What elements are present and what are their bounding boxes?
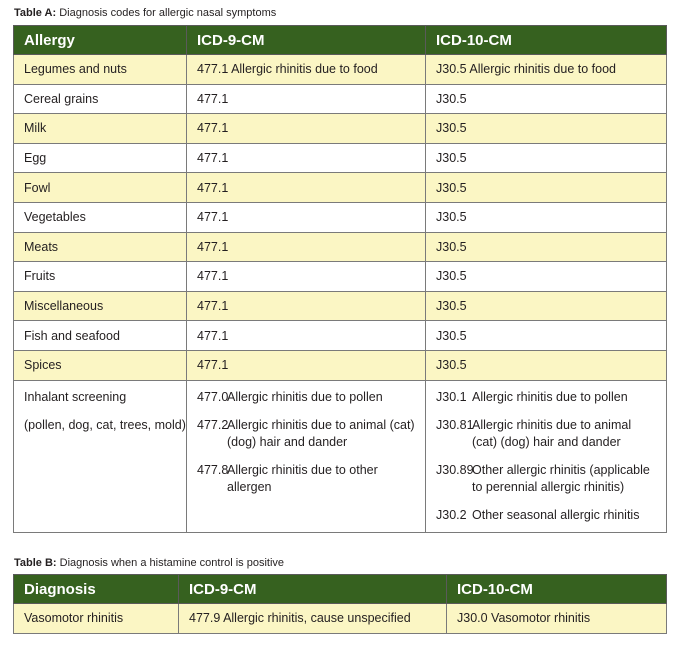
icd9-cell: 477.1 (187, 202, 426, 232)
column-header-diagnosis: Diagnosis (14, 575, 179, 604)
icd9-cell: 477.1 (187, 173, 426, 203)
icd9-cell: 477.1 (187, 350, 426, 380)
icd10-cell: J30.5 (426, 143, 667, 173)
code: 477.8 (197, 462, 229, 477)
icd9-cell: 477.1 (187, 143, 426, 173)
icd10-cell: J30.5 (426, 114, 667, 144)
allergy-cell: Miscellaneous (14, 291, 187, 321)
icd10-cell: J30.5 (426, 350, 667, 380)
code: J30.81 (436, 417, 474, 432)
icd9-cell: 477.9 Allergic rhinitis, cause unspecified (179, 604, 447, 634)
column-header-icd9: ICD-9-CM (179, 575, 447, 604)
table-row (14, 604, 667, 634)
icd9-cell (187, 380, 426, 532)
code-description: Other seasonal allergic rhinitis (472, 507, 640, 522)
icd9-cell: 477.1 (187, 232, 426, 262)
code-description: Allergic rhinitis due to pollen (472, 389, 628, 404)
icd10-cell: J30.5 (426, 291, 667, 321)
table-b-caption-label: Table B: (14, 557, 57, 569)
column-header-icd10: ICD-10-CM (426, 26, 667, 55)
code-entry (436, 507, 666, 524)
table-row (14, 143, 667, 173)
code-description: Other allergic rhinitis (applicable to perennial allergic rhinitis) (472, 462, 650, 494)
code: J30.89 (436, 462, 474, 477)
icd10-cell: J30.5 (426, 232, 667, 262)
allergy-cell: Cereal grains (14, 84, 187, 114)
icd9-cell: 477.1 (187, 114, 426, 144)
allergy-cell: Fruits (14, 262, 187, 292)
allergy-cell: Vegetables (14, 202, 187, 232)
table-row (14, 291, 667, 321)
icd10-cell: J30.5 (426, 173, 667, 203)
icd10-cell: J30.5 Allergic rhinitis due to food (426, 55, 667, 85)
table-a (13, 25, 667, 533)
icd10-cell: J30.5 (426, 84, 667, 114)
code-entry (436, 389, 666, 406)
code-entry (197, 389, 425, 406)
allergy-cell: Legumes and nuts (14, 55, 187, 85)
code-entry (436, 462, 666, 496)
table-b-caption (14, 556, 284, 570)
icd10-cell (426, 380, 667, 532)
code-description: Allergic rhinitis due to animal (cat) (dog) hair and dander (227, 417, 415, 449)
code-entry (197, 462, 425, 496)
table-a-caption (14, 6, 276, 20)
code: 477.0 (197, 389, 229, 404)
icd10-cell: J30.5 (426, 321, 667, 351)
table-row (14, 321, 667, 351)
allergy-cell: Egg (14, 143, 187, 173)
code: 477.2 (197, 417, 229, 432)
table-b-header-row (14, 575, 667, 604)
icd10-cell: J30.5 (426, 202, 667, 232)
table-row (14, 173, 667, 203)
table-row (14, 232, 667, 262)
icd10-cell: J30.0 Vasomotor rhinitis (447, 604, 667, 634)
table-row (14, 202, 667, 232)
diagnosis-cell: Vasomotor rhinitis (14, 604, 179, 634)
column-header-allergy: Allergy (14, 26, 187, 55)
table-a-header-row (14, 26, 667, 55)
allergy-cell: Milk (14, 114, 187, 144)
allergy-cell (14, 380, 187, 532)
icd9-cell: 477.1 Allergic rhinitis due to food (187, 55, 426, 85)
table-b (13, 574, 667, 634)
icd9-cell: 477.1 (187, 262, 426, 292)
table-row (14, 84, 667, 114)
allergy-cell: Fowl (14, 173, 187, 203)
table-row (14, 350, 667, 380)
code-description: Allergic rhinitis due to animal (cat) (dog) hair and dander (472, 417, 632, 449)
code-entry (197, 417, 425, 451)
code-entry (436, 417, 666, 451)
code: J30.1 (436, 389, 467, 404)
code: J30.2 (436, 507, 467, 522)
icd9-cell: 477.1 (187, 321, 426, 351)
column-header-icd9: ICD-9-CM (187, 26, 426, 55)
table-row-inhalant (14, 380, 667, 532)
allergy-cell: Meats (14, 232, 187, 262)
table-row (14, 55, 667, 85)
table-row (14, 262, 667, 292)
code-description: Allergic rhinitis due to other allergen (227, 462, 378, 494)
inhalant-sublabel: (pollen, dog, cat, trees, mold) (24, 417, 186, 432)
icd9-cell: 477.1 (187, 291, 426, 321)
inhalant-label: Inhalant screening (24, 389, 127, 404)
table-a-caption-label: Table A: (14, 7, 57, 19)
column-header-icd10: ICD-10-CM (447, 575, 667, 604)
allergy-cell: Spices (14, 350, 187, 380)
icd10-cell: J30.5 (426, 262, 667, 292)
table-row (14, 114, 667, 144)
table-b-caption-text: Diagnosis when a histamine control is positive (56, 557, 285, 569)
icd9-cell: 477.1 (187, 84, 426, 114)
table-a-caption-text: Diagnosis codes for allergic nasal symptoms (56, 7, 277, 19)
code-description: Allergic rhinitis due to pollen (227, 389, 383, 404)
allergy-cell: Fish and seafood (14, 321, 187, 351)
